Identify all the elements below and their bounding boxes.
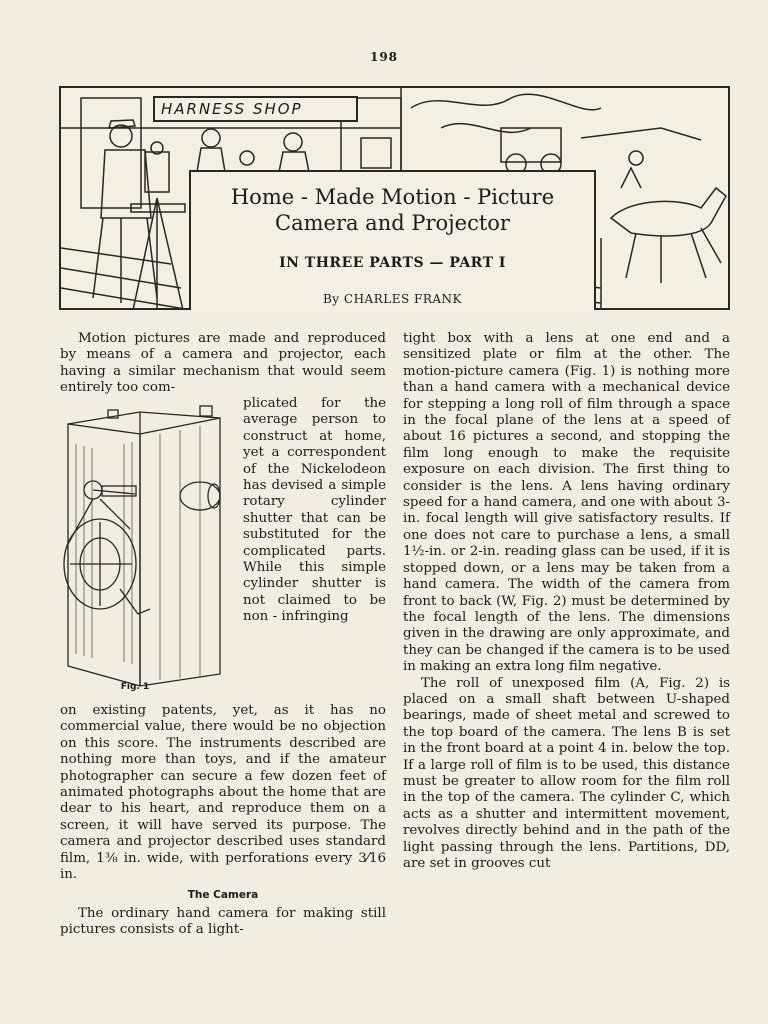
camera-paragraph: The ordinary hand camera for making still pictures consists of a light- [60, 905, 386, 938]
part-label: IN THREE PARTS — PART I [279, 255, 506, 271]
title-line-1: Home - Made Motion - Picture [230, 185, 555, 209]
right-paragraph-2: The roll of unexposed film (A, Fig. 2) is placed on a small shaft between U-shaped bearings, made of sheet metal and screwed to the top board of the camera. The lens B is set in the front board at a point 4 in. below the top. If a large roll of film is to be used, this distance must be greater to allow room for the film roll in the top of the camera. The cylinder C, which acts as a shutter and intermittent movement, revolves directly behind and in the path of the light passing through the lens. Partitions, DD, are set in grooves cut [403, 675, 730, 871]
figure-caption: Fig. 1 [120, 682, 150, 692]
camera-drawing [60, 404, 235, 694]
right-column [403, 331, 730, 872]
left-column [60, 331, 386, 397]
section-heading-camera: The Camera [187, 889, 259, 902]
left-column-lower [60, 703, 386, 939]
title-line-2: Camera and Projector [275, 211, 510, 235]
page-number: 198 [369, 50, 399, 64]
intro-paragraph-wrap: plicated for the average person to construct at home, yet a correspondent of the Nickelodeon has devised a simple rotary cylinder shutter that can be substituted for the complicated parts. While this simple cylinder shutter is not claimed to be non - infringing [243, 396, 386, 625]
harness-shop-sign: HARNESS SHOP [153, 96, 358, 122]
article-title [189, 184, 596, 236]
right-paragraph-1: tight box with a lens at one end and a sensitized plate or film at the other. The motion-picture camera (Fig. 1) is nothing more than a hand camera with a mechanical device for stepping a long roll of film through a space in the focal plane of the lens at a speed of about 16 pictures a second, and stopping the film long enough to make the requisite exposure on each division. The first thing to consider is the lens. A lens having ordinary speed for a hand camera, and one with about 3-in. focal length will give satisfactory results. If one does not care to purchase a lens, a small 1½-in. or 2-in. reading glass can be used, if it is stopped down, or a lens may be taken from a hand camera. The width of the camera from front to back (W, Fig. 2) must be determined by the focal length of the lens. The dimensions given in the drawing are only approximate, and they can be changed if the camera is to be used in making an extra long film negative. [403, 331, 730, 675]
text-beside-figure [243, 396, 386, 626]
intro-paragraph-rest: on existing patents, yet, as it has no commercial value, there would be no objection on this score. The instruments described are nothing more than toys, and if the amateur photographer can secure a few dozen feet of animated photographs about the home that are dear to his heart, and reproduce them on a screen, it will have served its purpose. The camera and projector described uses standard film, 1⅜ in. wide, with perforations every 3⁄16 in. [60, 703, 386, 883]
byline: By CHARLES FRANK [322, 292, 462, 306]
camera-figure [60, 404, 235, 694]
intro-paragraph-start: Motion pictures are made and reproduced by means of a camera and projector, each having a similar mechanism that would seem entirely too com- [60, 331, 386, 396]
